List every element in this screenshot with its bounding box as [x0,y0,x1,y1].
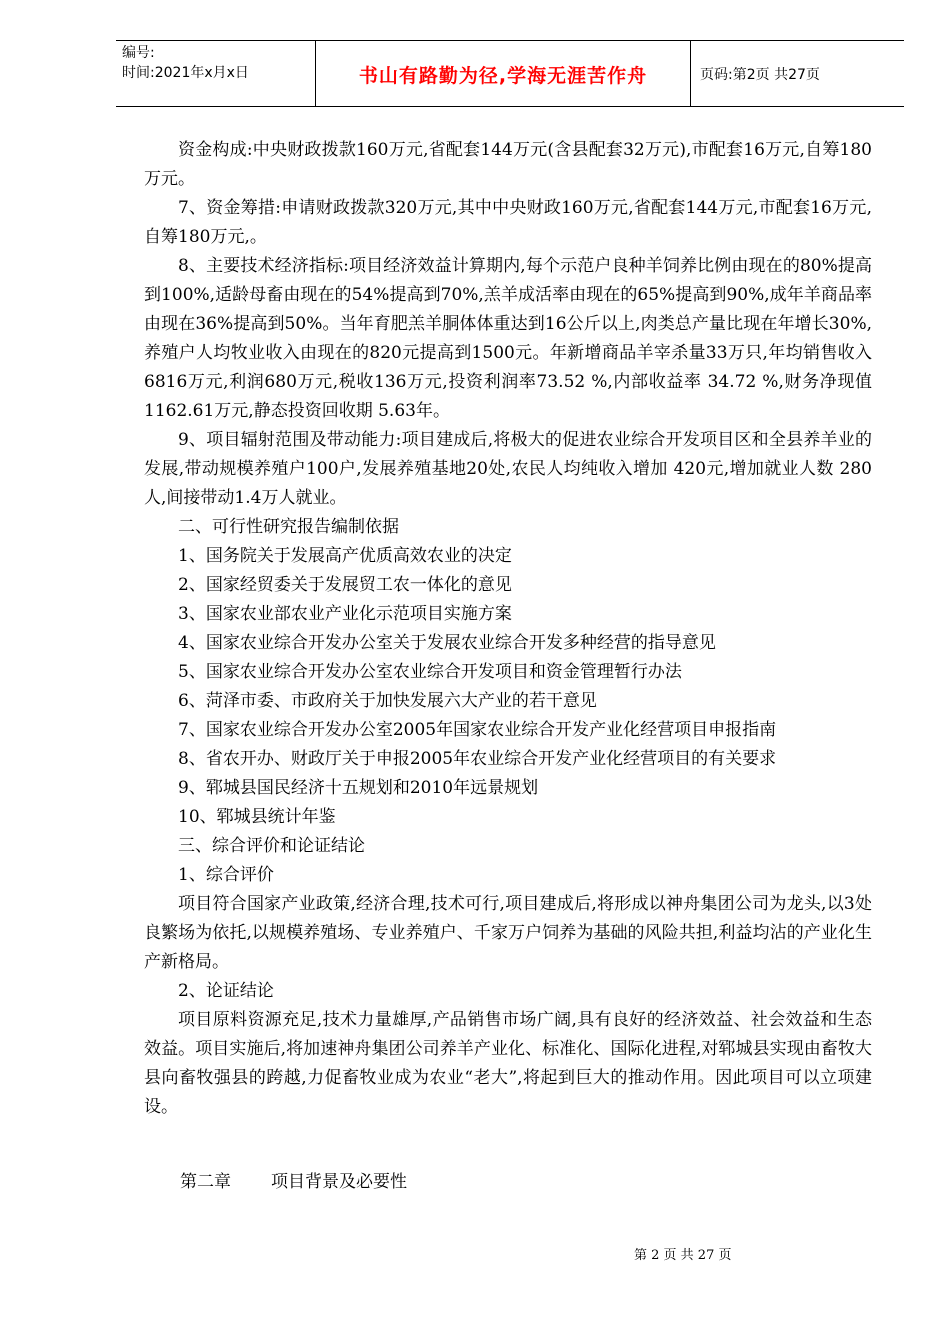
list-item: 7、国家农业综合开发办公室2005年国家农业综合开发产业化经营项目申报指南 [178,720,777,740]
paragraph: 9、项目辐射范围及带动能力:项目建成后,将极大的促进农业综合开发项目区和全县养羊业的发展,带动规模养殖户100户,发展养殖基地20处,农民人均纯收入增加 420元,增加就业人数 280人,间接带动1.4万人就业。 [144,430,872,508]
list-item: 3、国家农业部农业产业化示范项目实施方案 [178,604,512,624]
paragraph: 8、主要技术经济指标:项目经济效益计算期内,每个示范户良种羊饲养比例由现在的80%提高到100%,适龄母畜由现在的54%提高到70%,羔羊成活率由现在的65%提高到90%,成年羊商品率由现在36%提高到50%。当年育肥羔羊胴体体重达到16公斤以上,肉类总产量比现在年增长30%,养殖户人均牧业收入由现在的820元提高到1500元。年新增商品羊宰杀量33万只,年均销售收入6816万元,利润680万元,税收136万元,投资利润率73.52 %,内部收益率 34.72 %,财务净现值1162.61万元,静态投资回收期 5.63年。 [144,256,872,421]
section-heading: 二、可行性研究报告编制依据 [178,517,399,537]
document-body [144,136,872,1122]
chapter-title: 项目背景及必要性 [271,1172,407,1192]
time-label: 时间:2021年x月x日 [122,65,249,81]
list-item: 8、省农开办、财政厅关于申报2005年农业综合开发产业化经营项目的有关要求 [178,749,777,769]
list-item: 2、国家经贸委关于发展贸工农一体化的意见 [178,575,512,595]
header-page-number: 页码:第2页 共27页 [700,67,820,83]
paragraph: 资金构成:中央财政拨款160万元,省配套144万元(含县配套32万元),市配套16万元,自筹180万元。 [144,140,872,189]
paragraph: 7、资金筹措:申请财政拨款320万元,其中中央财政160万元,省配套144万元,市配套16万元,自筹180万元,。 [144,198,872,247]
subsection-heading: 2、论证结论 [178,981,274,1001]
header-divider [690,41,691,106]
section-heading: 三、综合评价和论证结论 [178,836,365,856]
subsection-heading: 1、综合评价 [178,865,274,885]
paragraph: 项目符合国家产业政策,经济合理,技术可行,项目建成后,将形成以神舟集团公司为龙头,以3处良繁场为依托,以规模养殖场、专业养殖户、千家万户饲养为基础的风险共担,利益均沾的产业化生产新格局。 [144,894,872,972]
list-item: 1、国务院关于发展高产优质高效农业的决定 [178,546,512,566]
list-item: 6、菏泽市委、市政府关于加快发展六大产业的若干意见 [178,691,597,711]
list-item: 4、国家农业综合开发办公室关于发展农业综合开发多种经营的指导意见 [178,633,716,653]
page-footer: 第 2 页 共 27 页 [634,1248,732,1263]
chapter-number: 第二章 [180,1172,231,1192]
header-meta [122,43,314,83]
page-header [116,40,904,107]
number-label: 编号: [122,45,155,61]
paragraph: 项目原料资源充足,技术力量雄厚,产品销售市场广阔,具有良好的经济效益、社会效益和生态效益。项目实施后,将加速神舟集团公司养羊产业化、标准化、国际化进程,对郓城县实现由畜牧大县向畜牧强县的跨越,力促畜牧业成为农业“老大”,将起到巨大的推动作用。因此项目可以立项建设。 [144,1010,872,1117]
list-item: 5、国家农业综合开发办公室农业综合开发项目和资金管理暂行办法 [178,662,682,682]
header-motto: 书山有路勤为径,学海无涯苦作舟 [358,64,648,87]
list-item: 10、郓城县统计年鉴 [178,807,336,827]
chapter-heading [180,1170,407,1194]
list-item: 9、郓城县国民经济十五规划和2010年远景规划 [178,778,539,798]
